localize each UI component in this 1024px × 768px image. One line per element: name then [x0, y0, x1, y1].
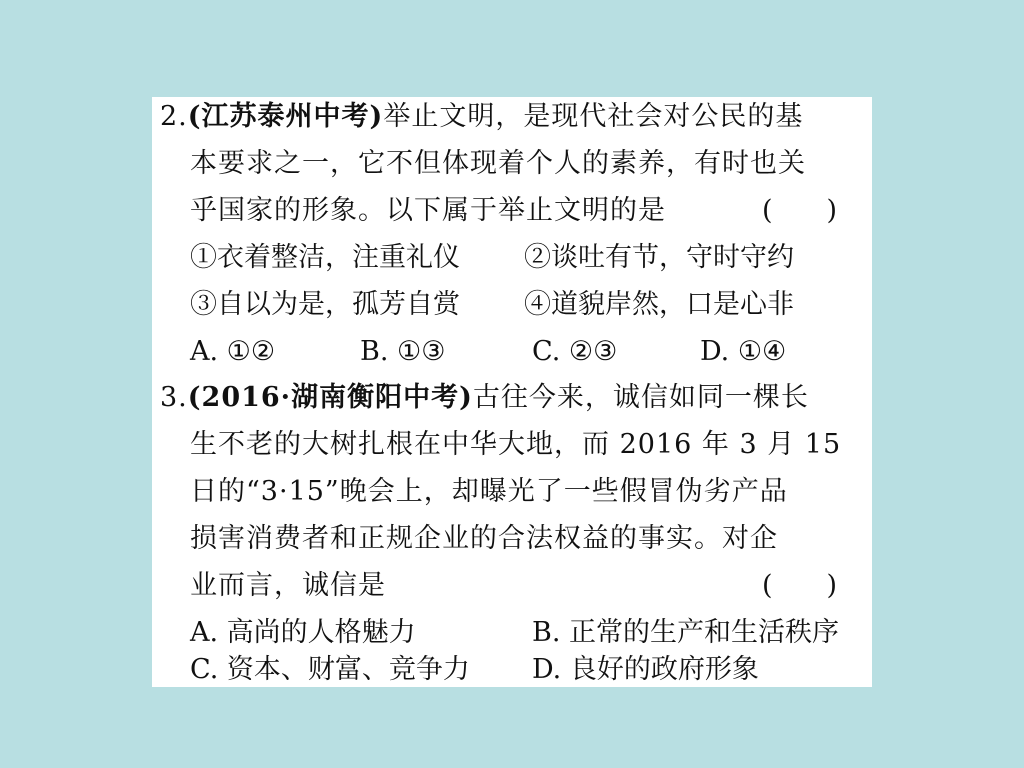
- q2-item-2: ②谈吐有节，守时守约: [524, 242, 794, 273]
- q2-item-1: ①衣着整洁，注重礼仪: [190, 242, 460, 273]
- q2-item-4: ④道貌岸然，口是心非: [524, 289, 794, 320]
- q2-option-b[interactable]: B. ①③: [360, 336, 446, 367]
- q2-stem-part-1: 举止文明，是现代社会对公民的基: [383, 101, 804, 132]
- q3-stem-part-4: 损害消费者和正规企业的合法权益的事实。对企: [190, 523, 778, 554]
- q2-stem-part-2: 本要求之一，它不但体现着个人的素养，有时也关: [190, 148, 806, 179]
- q2-stem-part-3: 乎国家的形象。以下属于举止文明的是: [190, 195, 666, 226]
- q2-number: 2.: [160, 101, 188, 132]
- q3-answer-blank[interactable]: ( ): [762, 570, 838, 601]
- q3-stem-part-5: 业而言，诚信是: [190, 570, 386, 601]
- q3-option-c[interactable]: C. 资本、财富、竞争力: [190, 654, 470, 685]
- q3-stem-part-1: 古往今来，诚信如同一棵长: [472, 382, 809, 413]
- q3-source: (2016·湖南衡阳中考): [187, 382, 473, 413]
- q2-source: (江苏泰州中考): [187, 101, 384, 132]
- q3-option-b[interactable]: B. 正常的生产和生活秩序: [532, 617, 840, 648]
- q3-stem-part-2: 生不老的大树扎根在中华大地，而 2016 年 3 月 15: [190, 429, 842, 460]
- q3-option-a[interactable]: A. 高尚的人格魅力: [190, 617, 416, 648]
- q3-number: 3.: [160, 382, 188, 413]
- q2-option-a[interactable]: A. ①②: [190, 336, 276, 367]
- q3-option-d[interactable]: D. 良好的政府形象: [532, 654, 759, 685]
- q2-option-c[interactable]: C. ②③: [532, 336, 618, 367]
- q2-line-1: [160, 99, 803, 135]
- question-card: [152, 97, 872, 687]
- q2-option-d[interactable]: D. ①④: [700, 336, 787, 367]
- q2-answer-blank[interactable]: ( ): [762, 195, 838, 226]
- q3-line-1: [160, 380, 809, 416]
- q3-stem-part-3: 日的“3·15”晚会上，却曝光了一些假冒伪劣产品: [190, 476, 788, 507]
- q2-item-3: ③自以为是，孤芳自赏: [190, 289, 460, 320]
